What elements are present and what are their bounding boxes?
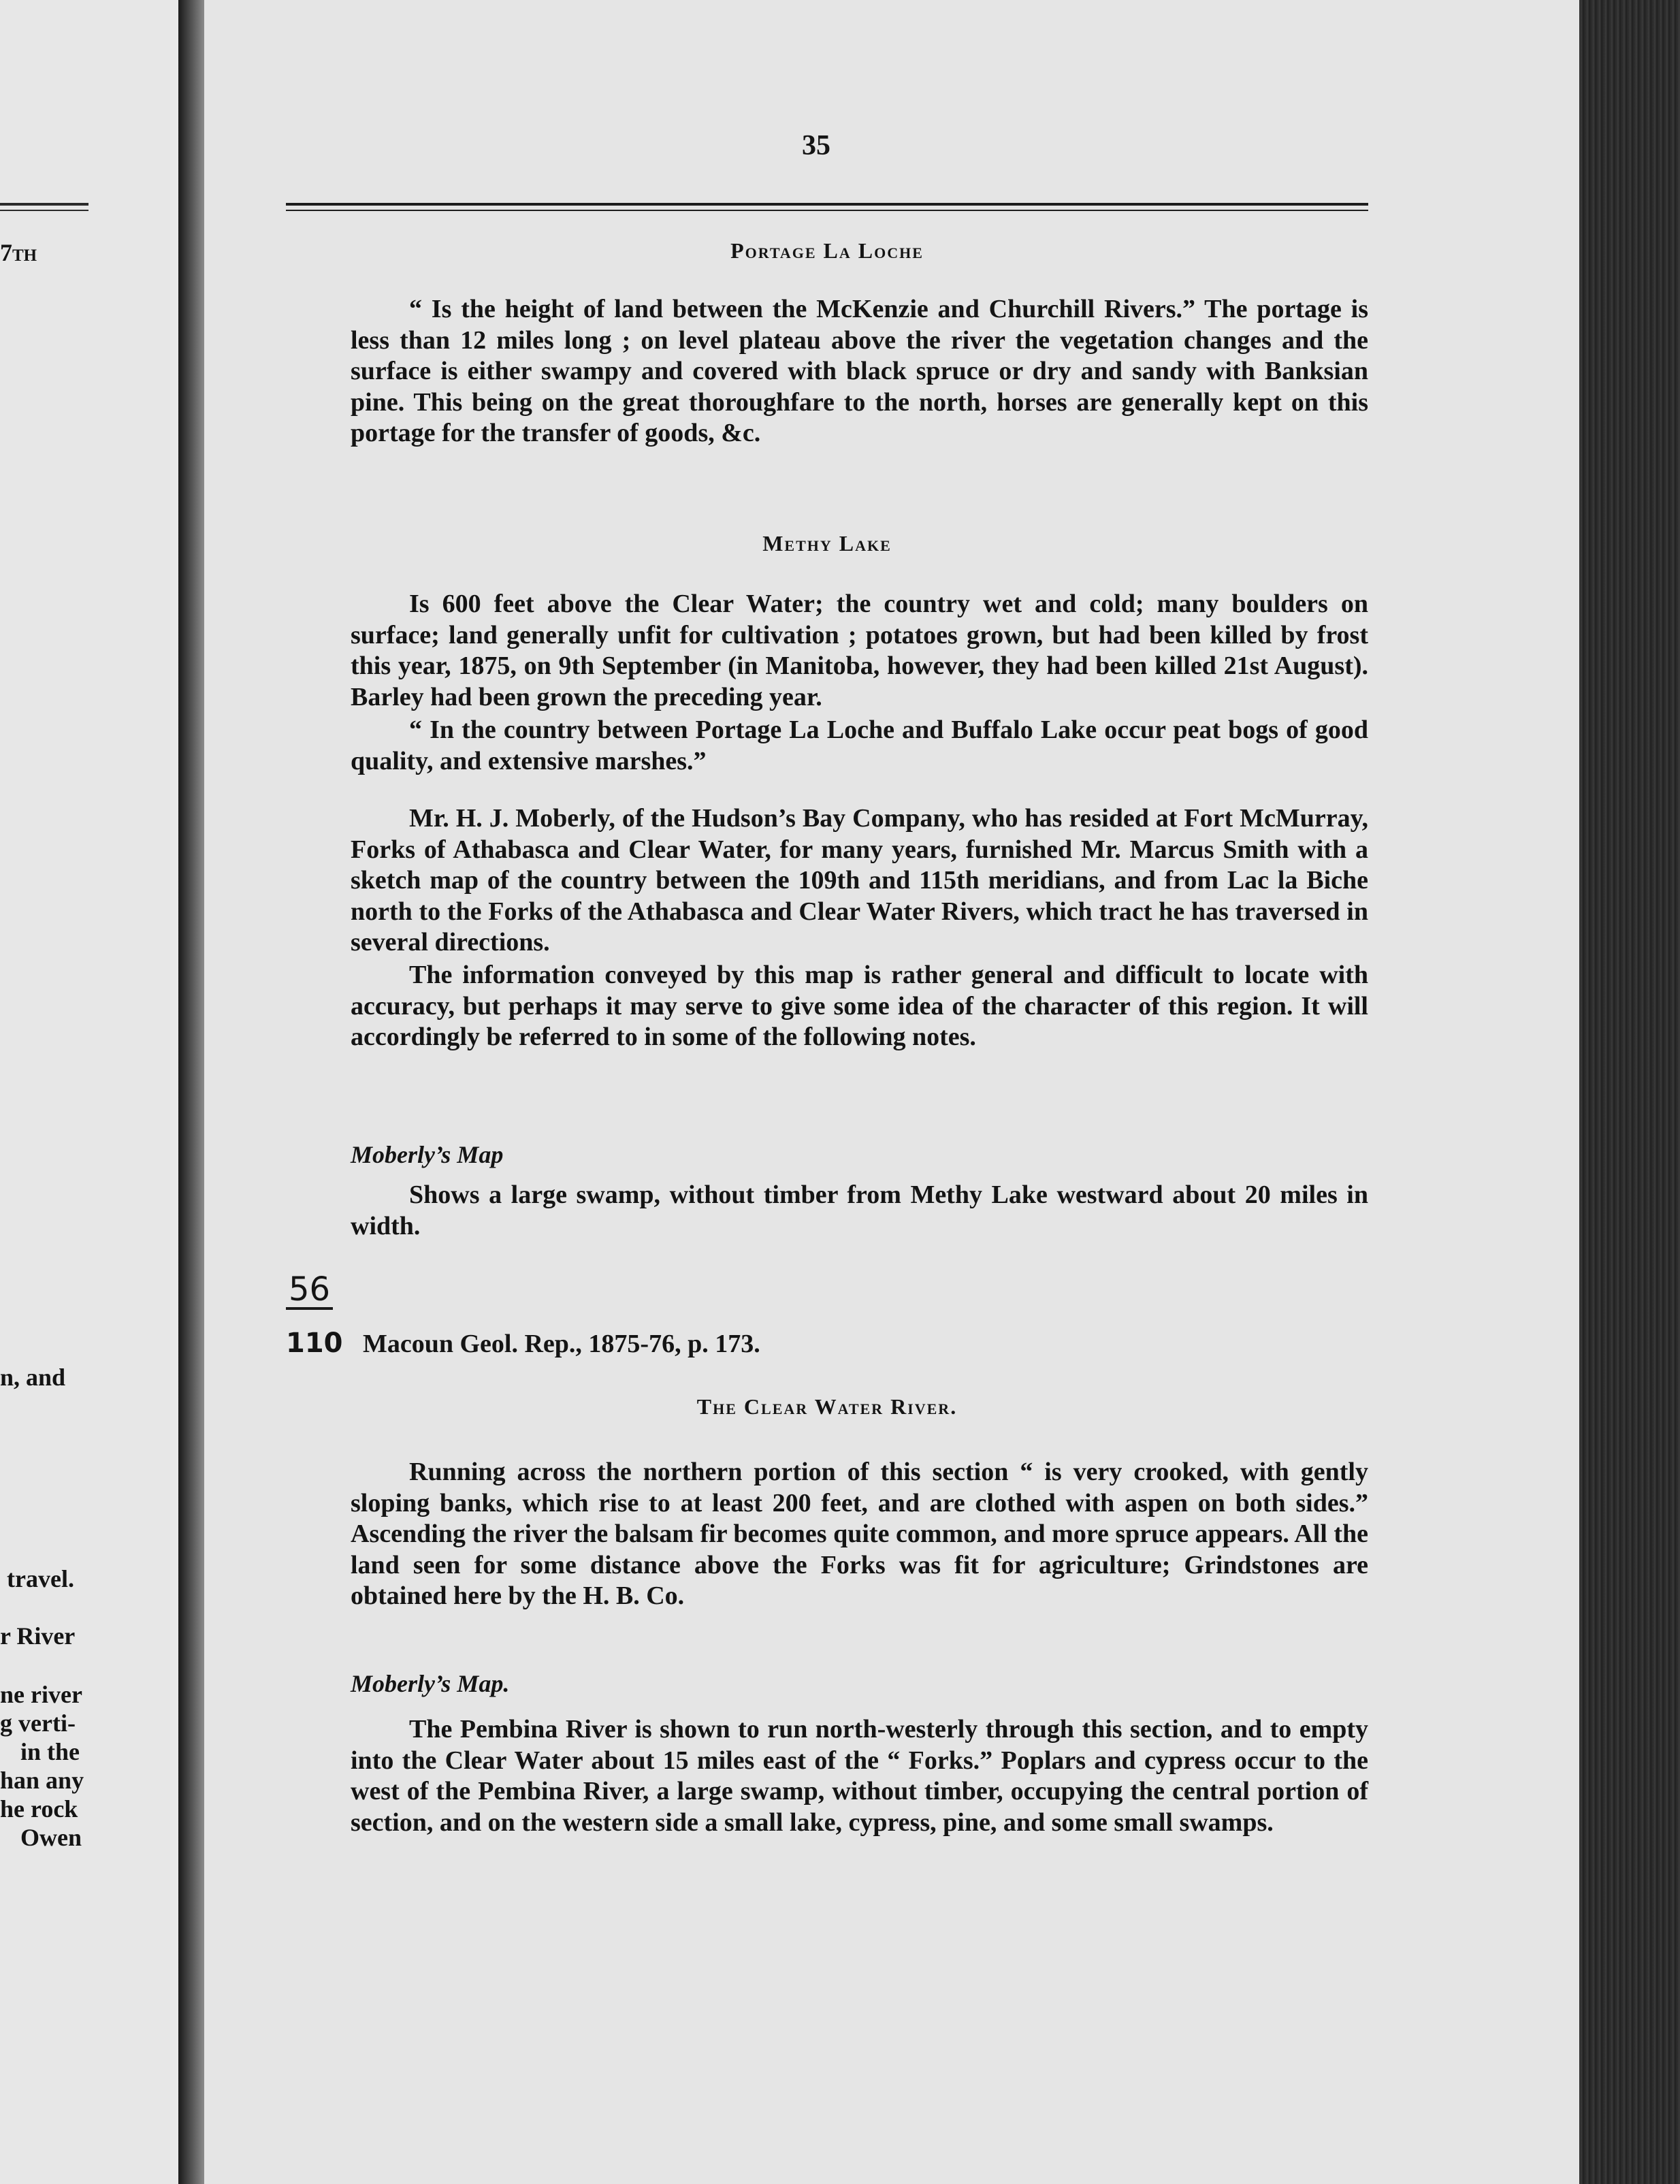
- facing-fragment: r River: [0, 1622, 76, 1650]
- body-paragraph: Running across the northern portion of this section “ is very crooked, with gently sloping banks, which rise to at least 200 feet, and are clothed with aspen on both sides.” Ascending the river the balsam fir becomes quite common, and more spruce appears. All the land seen for some distance above the Forks was fit for agriculture; Grindstones are obtained here by the H. B. Co.: [351, 1458, 1368, 1610]
- body-paragraph: The information conveyed by this map is rather general and difficult to locate with accuracy, but perhaps it may serve to give some idea of the character of this region. It will accordingly be referred to in some of the following notes.: [351, 961, 1368, 1051]
- subheading: Moberly’s Map: [351, 1141, 504, 1168]
- body-paragraph: Mr. H. J. Moberly, of the Hudson’s Bay Company, who has resided at Fort McMurray, Forks of Athabasca and Clear Water, for many years, furnished Mr. Marcus Smith with a sketch map of the country between the 109th and 115th meridians, and from Lac la Biche north to the Forks of the Athabasca and Clear Water Rivers, which tract he has traversed in several directions.: [351, 804, 1368, 957]
- facing-fragment: han any: [0, 1767, 84, 1794]
- header-rule-thick: [286, 203, 1368, 206]
- body-paragraph: Shows a large swamp, without timber from Methy Lake westward about 20 miles in width.: [351, 1181, 1368, 1240]
- reference-number: 110: [286, 1328, 343, 1359]
- section-heading: Portage La Loche: [730, 238, 924, 263]
- body-paragraph: Is 600 feet above the Clear Water; the country wet and cold; many boulders on surface; land generally unfit for cultivation ; potatoes grown, but had been killed by frost this year, 1875, on 9th September (in Manitoba, however, they had been killed 21st August). Barley had been grown the preceding year.: [351, 590, 1368, 711]
- subheading: Moberly’s Map.: [351, 1670, 510, 1697]
- section-heading: The Clear Water River.: [696, 1394, 958, 1419]
- facing-fragment: travel.: [7, 1565, 74, 1592]
- header-rule-thin: [286, 210, 1368, 211]
- facing-fragment: in the: [20, 1738, 80, 1765]
- facing-fragment: he rock: [0, 1795, 78, 1822]
- section-heading: Methy Lake: [762, 531, 892, 556]
- facing-fragment: Owen: [20, 1824, 82, 1851]
- facing-fragment: g verti-: [0, 1709, 76, 1737]
- body-paragraph: “ In the country between Portage La Loche and Buffalo Lake occur peat bogs of good quality, and extensive marshes.”: [351, 716, 1368, 775]
- facing-fragment: n, and: [0, 1364, 66, 1391]
- body-paragraph: The Pembina River is shown to run north-westerly through this section, and to empty into the Clear Water about 15 miles east of the “ Forks.” Poplars and cypress occur to the west of the Pembina River, a large swamp, without timber, occupying the central portion of section, and on the western side a small lake, cypress, pine, and some small swamps.: [351, 1715, 1368, 1837]
- facing-page-rule: [0, 203, 88, 206]
- facing-fragment: 7th: [0, 239, 37, 266]
- page-number: 35: [802, 130, 830, 161]
- page-edges: [1579, 0, 1680, 2184]
- facing-page-rule-thin: [0, 210, 88, 211]
- reference-citation: Macoun Geol. Rep., 1875-76, p. 173.: [363, 1330, 760, 1358]
- handwritten-margin-number: 56: [286, 1272, 333, 1310]
- facing-page: [0, 0, 178, 2184]
- reference-line: [286, 1328, 760, 1359]
- body-paragraph: “ Is the height of land between the McKenzie and Churchill Rivers.” The portage is less than 12 miles long ; on level plateau above the river the vegetation changes and the surface is either swampy and covered with black spruce or dry and sandy with Banksian pine. This being on the great thoroughfare to the north, horses are generally kept on this portage for the transfer of goods, &c.: [351, 295, 1368, 447]
- facing-fragment: ne river: [0, 1681, 82, 1708]
